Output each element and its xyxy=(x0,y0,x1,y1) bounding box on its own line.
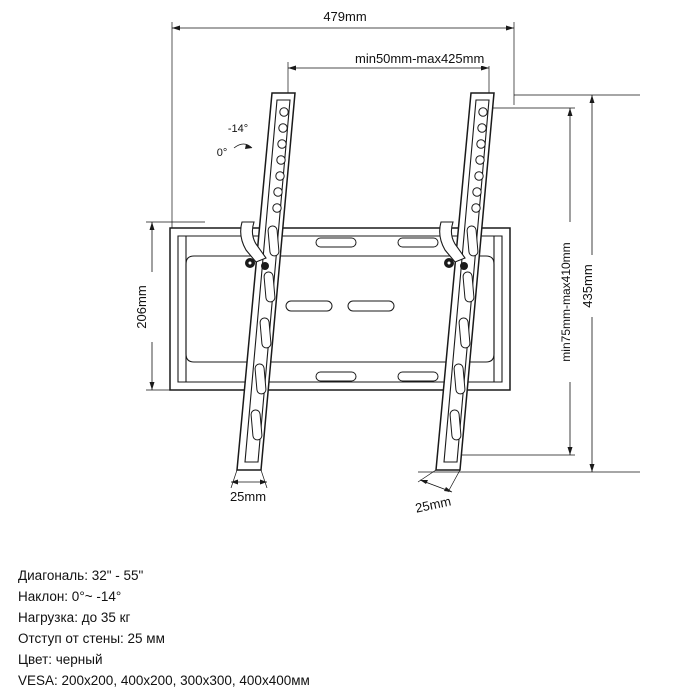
spec-item-tilt: Наклон: 0°~ -14° xyxy=(18,589,122,604)
angle-tilt-label: -14° xyxy=(227,123,249,135)
dim-left-height-label: 206mm xyxy=(134,285,149,329)
dim-top-width-label: 479mm xyxy=(323,9,367,24)
tilt-angle-annotation xyxy=(217,123,252,159)
dim-right-height-label: 435mm xyxy=(580,264,595,308)
dimension-depth-left xyxy=(218,470,278,504)
spec-item-load: Нагрузка: до 35 кг xyxy=(18,610,131,625)
dim-depth-right-label: 25mm xyxy=(413,493,453,516)
spec-item-wall-offset: Отступ от стены: 25 мм xyxy=(18,631,165,646)
dim-top-inner-label: min50mm-max425mm xyxy=(355,51,485,66)
specification-list xyxy=(18,565,678,691)
angle-zero-label: 0° xyxy=(216,147,228,159)
dim-right-inner-label: min75mm-max410mm xyxy=(559,242,573,362)
spec-item-diagonal: Диагональ: 32" - 55" xyxy=(18,568,144,583)
dimension-depth-right xyxy=(414,470,460,516)
dim-depth-left-label: 25mm xyxy=(229,489,267,504)
spec-item-vesa: VESA: 200x200, 400x200, 300x300, 400x400мм xyxy=(18,673,310,688)
spec-item-color: Цвет: черный xyxy=(18,652,103,667)
